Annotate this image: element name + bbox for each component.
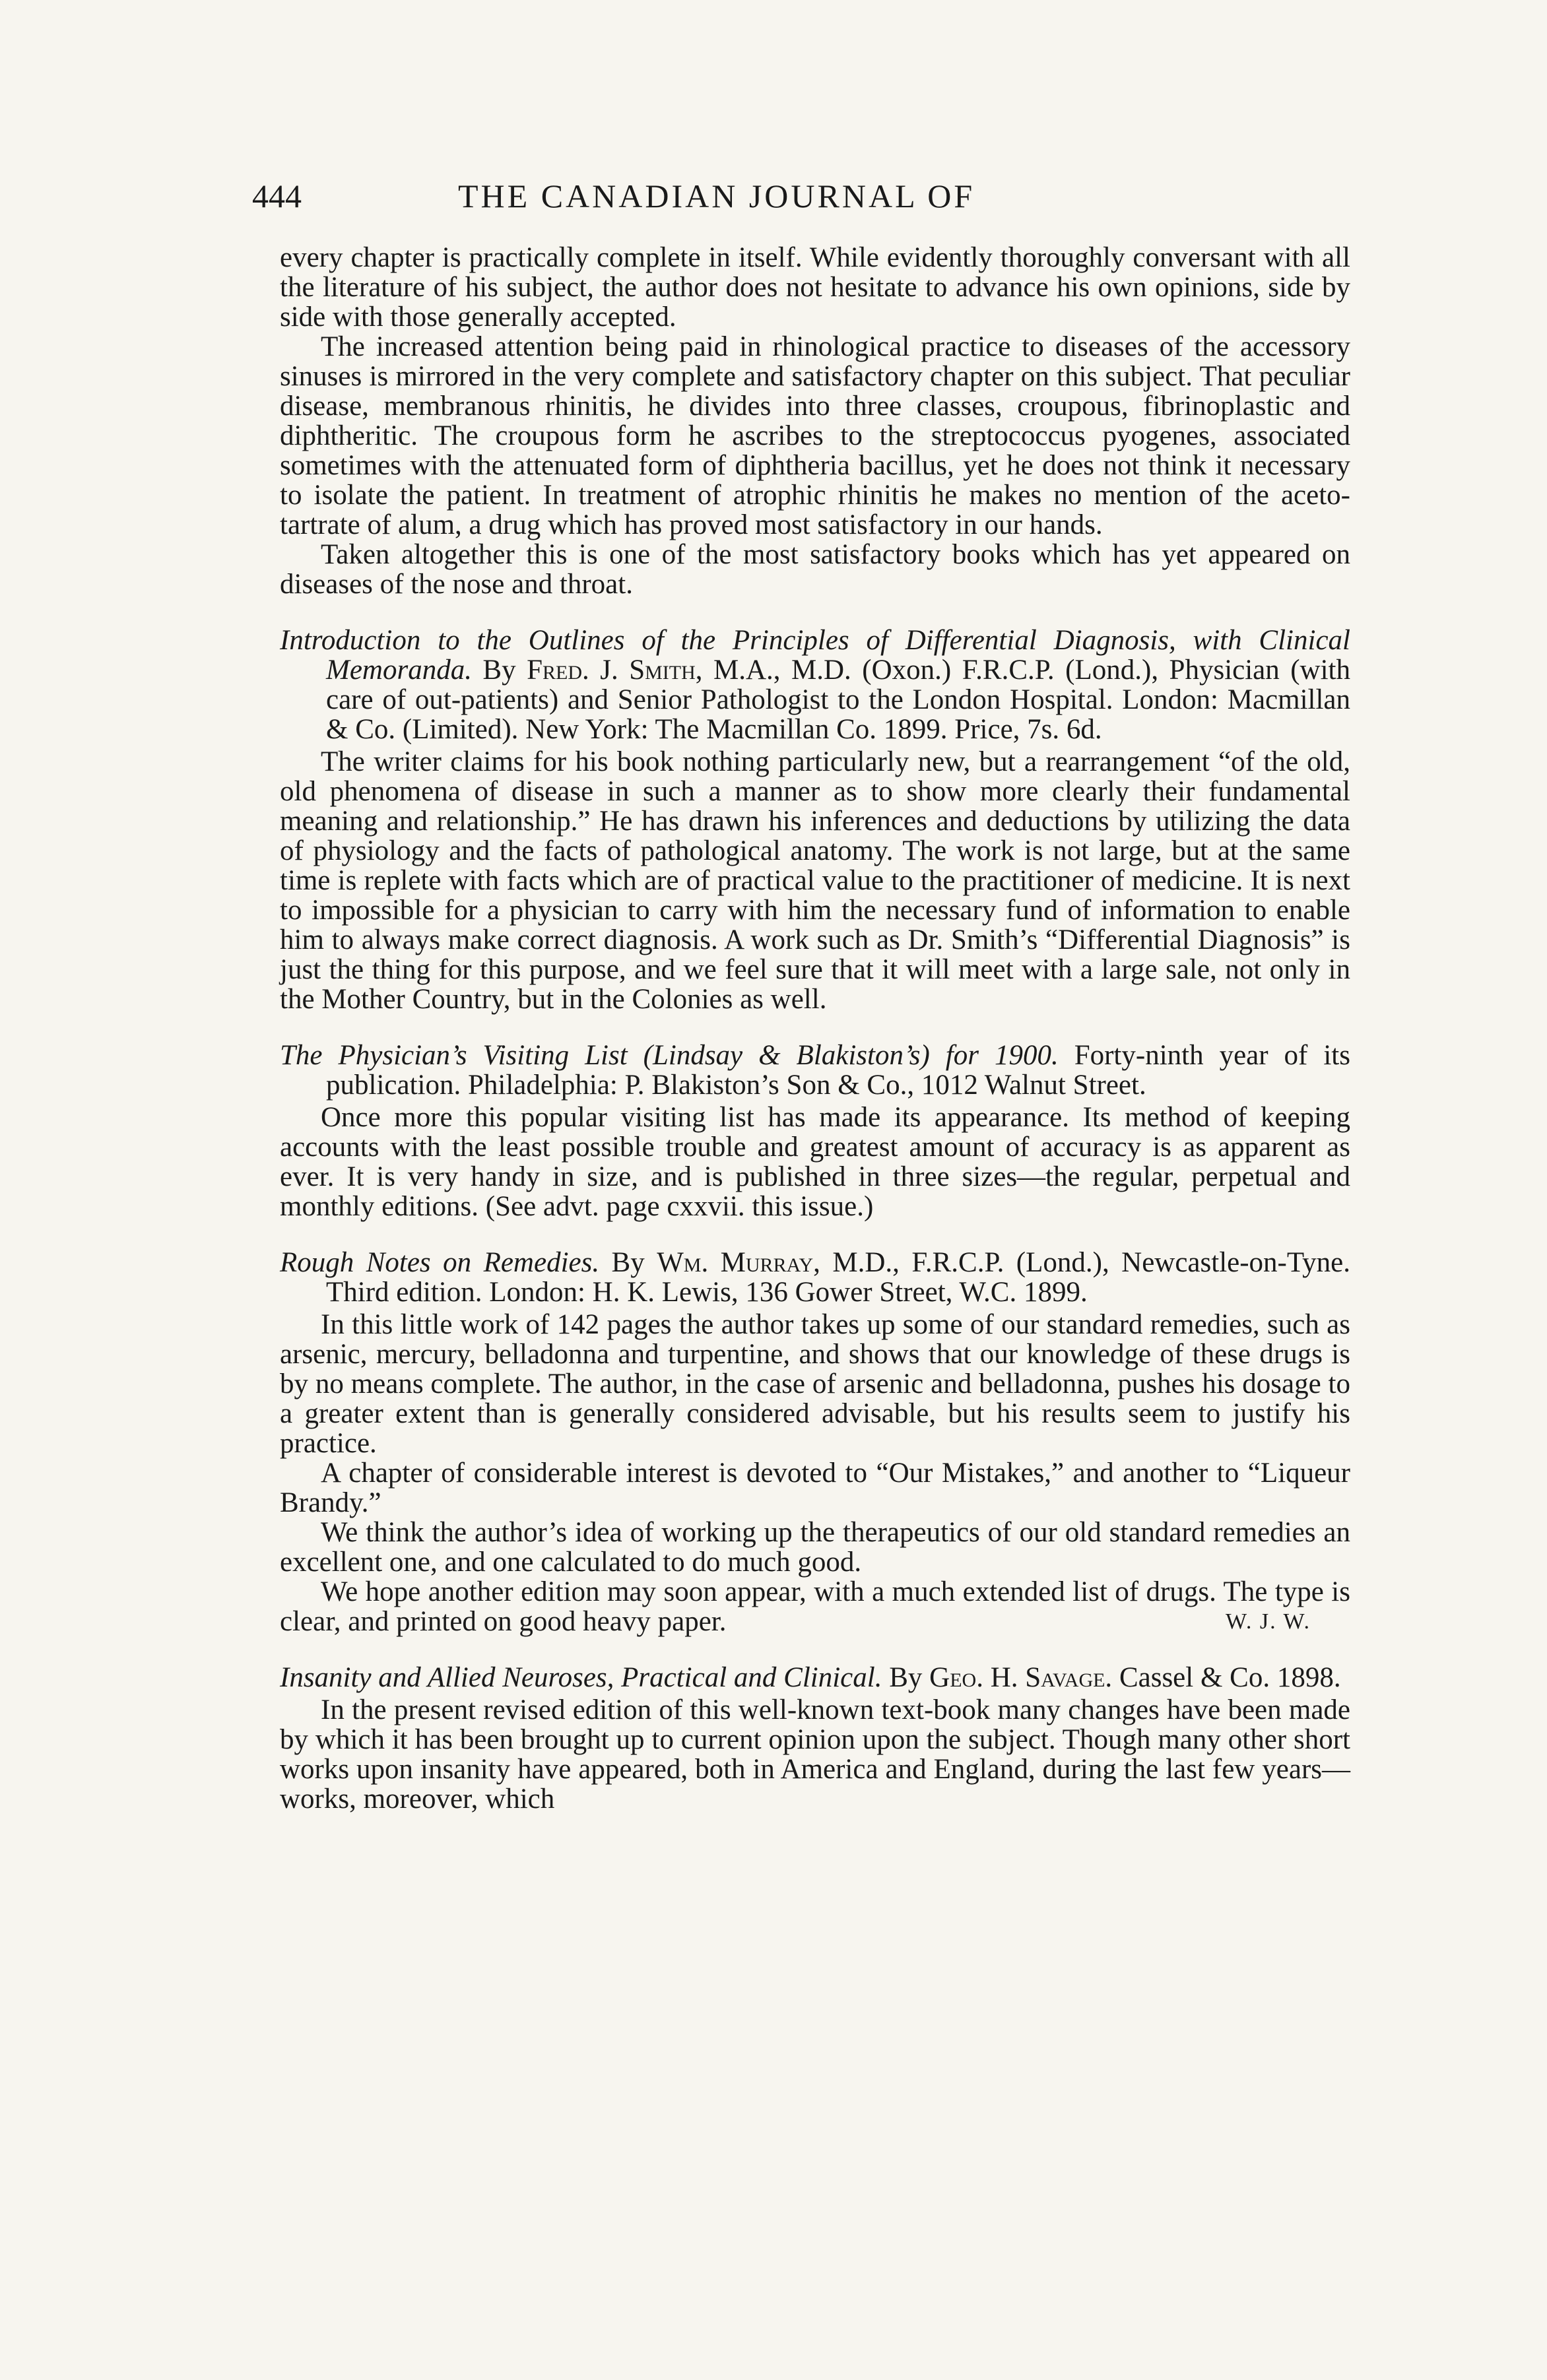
review4-paragraph-2: A chapter of considerable interest is devoted to “Our Mistakes,” and another to “Liqueur Brandy.” [280, 1458, 1350, 1518]
review4-paragraph-1: In this little work of 142 pages the author takes up some of our standard remedies, such as arsenic, mercury, belladonna and turpentine, and shows that our knowledge of these drugs is by no means complete. The author, in the case of arsenic and belladonna, pushes his dosage to a greater extent than is generally considered advisable, but his results seem to justify his practice. [280, 1309, 1350, 1459]
review4-by: By [599, 1247, 657, 1278]
review3-heading [280, 1041, 1350, 1100]
review5-book-title: Insanity and Allied Neuroses, Practical and Clinical. [280, 1662, 882, 1693]
review5-publication-details: Cassel & Co. 1898. [1112, 1662, 1341, 1693]
review4-book-title: Rough Notes on Remedies. [280, 1247, 600, 1278]
review4-paragraph-4-text: We hope another edition may soon appear, with a much extended list of drugs. The type is clear, and printed on good heavy paper. [280, 1576, 1350, 1637]
review2-publication-details: M.A., M.D. (Oxon.) F.R.C.P. (Lond.), Physician (with care of out-patients) and Senior Pathologist to the London Hospital. London: Macmillan & Co. (Limited). New York: The Macmillan Co. 1899. Price, 7s. 6d. [326, 655, 1351, 745]
review1-paragraph-1: every chapter is practically complete in itself. While evidently thoroughly conversant with all the literature of his subject, the author does not hesitate to advance his own opinions, side by side with those generally accepted. [280, 242, 1350, 333]
review1-paragraph-2: The increased attention being paid in rhinological practice to diseases of the accessory sinuses is mirrored in the very complete and satisfactory chapter on this subject. That peculiar disease, membranous rhinitis, he divides into three classes, croupous, fibrinoplastic and diphtheritic. The croupous form he ascribes to the streptococcus pyogenes, associated sometimes with the attenuated form of diphtheria bacillus, yet he does not think it necessary to isolate the patient. In treatment of atrophic rhinitis he makes no mention of the aceto-tartrate of alum, a drug which has proved most satisfactory in our hands. [280, 331, 1350, 540]
review4-publication-details: M.D., F.R.C.P. (Lond.), Newcastle-on-Tyne. Third edition. London: H. K. Lewis, 136 Gower Street, W.C. 1899. [326, 1247, 1350, 1308]
reviewer-signature: W. J. W. [1225, 1609, 1311, 1634]
review3-publication-details: Forty-ninth year of its publication. Philadelphia: P. Blakiston’s Son & Co., 1012 Walnut Street. [326, 1040, 1350, 1101]
review2-by: By [471, 655, 527, 686]
review5-by: By [882, 1662, 930, 1693]
review2-author: Fred. J. Smith, [527, 655, 703, 686]
review2-paragraph-1: The writer claims for his book nothing particularly new, but a rearrangement “of the old, old phenomena of disease in such a manner as to show more clearly their fundamental meaning and relationship.” He has drawn his inferences and deductions by utilizing the data of physiology and the facts of pathological anatomy. The work is not large, but at the same time is replete with facts which are of practical value to the practitioner of medicine. It is next to impossible for a physician to carry with him the necessary fund of information to enable him to always make correct diagnosis. A work such as Dr. Smith’s “Differential Diagnosis” is just the thing for this purpose, and we feel sure that it will meet with a large sale, not only in the Mother Country, but in the Colonies as well. [280, 746, 1350, 1015]
review5-heading [280, 1663, 1350, 1692]
review3-book-title: The Physician’s Visiting List (Lindsay & Blakiston’s) for 1900. [280, 1040, 1059, 1071]
review4-paragraph-4 [280, 1577, 1350, 1636]
review3-paragraph-1: Once more this popular visiting list has made its appearance. Its method of keeping accounts with the least possible trouble and greatest amount of accuracy is as apparent as ever. It is very handy in size, and is published in three sizes—the regular, perpetual and monthly editions. (See advt. page cxxvii. this issue.) [280, 1102, 1350, 1222]
running-title: THE CANADIAN JOURNAL OF [458, 177, 975, 214]
review5-paragraph-1: In the present revised edition of this well-known text-book many changes have been made by which it has been brought up to current opinion upon the subject. Though many other short works upon insanity have appeared, both in America and England, during the last few years—works, moreover, which [280, 1694, 1350, 1815]
review4-paragraph-3: We think the author’s idea of working up the therapeutics of our old standard remedies an excellent one, and one calculated to do much good. [280, 1517, 1350, 1578]
page-number: 444 [252, 177, 302, 214]
page-body [280, 243, 1350, 1814]
review5-author: Geo. H. Savage. [929, 1662, 1113, 1693]
review1-paragraph-3: Taken altogether this is one of the most satisfactory books which has yet appeared on diseases of the nose and throat. [280, 539, 1350, 600]
review4-author: Wm. Murray, [657, 1247, 820, 1278]
page-header [246, 177, 1341, 223]
review4-heading [280, 1248, 1350, 1307]
review2-book-title: Introduction to the Outlines of the Principles of Differential Diagnosis, with Clinical Memoranda. [280, 625, 1350, 686]
review2-heading [280, 626, 1350, 744]
